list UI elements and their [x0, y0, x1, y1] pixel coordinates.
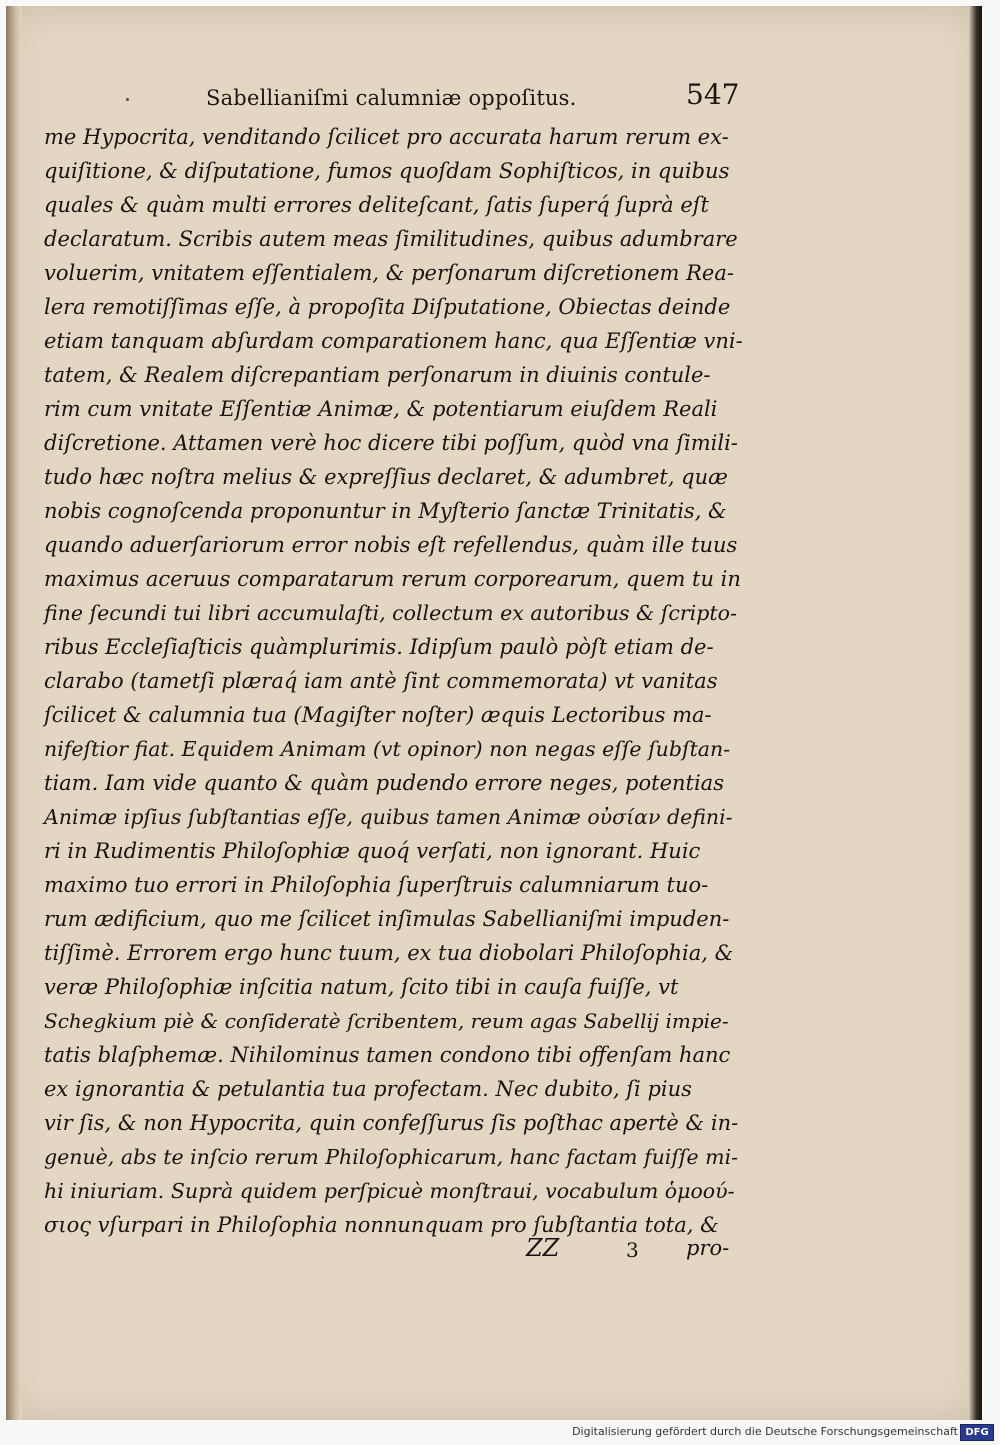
text-line: ri in Rudimentis Philoſophiæ quoq́ verſati, non ignorant. Huic: [44, 839, 701, 863]
text-line: rim cum vnitate Eſſentiæ Animæ, & potentiarum eiuſdem Reali: [44, 397, 718, 421]
text-line: clarabo (tametſi plæraq́ iam antè ſint commemorata) vt vanitas: [44, 669, 718, 693]
text-line: vir ſis, & non Hypocrita, quin confeſſurus ſis poſthac apertè & in-: [44, 1111, 739, 1135]
text-line: nobis cognoſcenda proponuntur in Myſterio ſanctæ Trinitatis, &: [44, 499, 727, 523]
page-edge-shadow: [968, 6, 982, 1420]
catchword: pro-: [686, 1236, 730, 1260]
text-line: tatem, & Realem diſcrepantiam perſonarum in diuinis contule-: [44, 363, 711, 387]
digitization-footer: [0, 1422, 1000, 1445]
text-line: fine ſecundi tui libri accumulaſti, collectum ex autoribus & ſcripto-: [44, 601, 737, 625]
text-line: hi iniuriam. Suprà quidem perſpicuè monſtraui, vocabulum ὁμοού-: [44, 1179, 735, 1203]
text-line: ribus Eccleſiaſticis quàmplurimis. Idipſum paulò pòſt etiam de-: [44, 635, 714, 659]
dfg-logo: DFG: [960, 1424, 994, 1441]
running-head: Sabellianiſmi calumniæ oppoſitus.: [206, 86, 577, 110]
book-page: [6, 6, 982, 1420]
text-line: veræ Philoſophiæ inſcitia natum, ſcito tibi in cauſa fuiſſe, vt: [44, 975, 679, 999]
text-line: rum ædificium, quo me ſcilicet inſimulas Sabellianiſmi impuden-: [44, 907, 730, 931]
text-line: quando aduerſariorum error nobis eſt refellendus, quàm ille tuus: [44, 533, 738, 557]
signature-mark: ZZ: [526, 1234, 560, 1262]
text-line: maximo tuo errori in Philoſophia ſuperſtruis calumniarum tuo-: [44, 873, 709, 897]
text-line: Schegkium piè & conſideratè ſcribentem, reum agas Sabellij impie-: [44, 1009, 729, 1033]
signature-number: 3: [626, 1238, 639, 1262]
text-line: ſcilicet & calumnia tua (Magiſter noſter) æquis Lectoribus ma-: [44, 703, 712, 727]
text-line: declaratum. Scribis autem meas ſimilitudines, quibus adumbrare: [44, 227, 738, 251]
text-line: quiſitione, & diſputatione, fumos quoſdam Sophiſticos, in quibus: [44, 159, 730, 183]
text-line: nifeſtior fiat. Equidem Animam (vt opinor) non negas eſſe ſubſtan-: [44, 737, 731, 761]
page-number: 547: [686, 78, 740, 111]
page-gutter-shadow: [6, 6, 22, 1420]
text-line: voluerim, vnitatem eſſentialem, & perſonarum diſcretionem Rea-: [44, 261, 734, 285]
text-line: quales & quàm multi errores deliteſcant, ſatis ſuperq́ ſuprà eſt: [44, 193, 709, 217]
text-line: lera remotiſſimas eſſe, à propoſita Diſputatione, Obiectas deinde: [44, 295, 731, 319]
text-line: tiam. Iam vide quanto & quàm pudendo errore neges, potentias: [44, 771, 724, 795]
text-line: tiſſimè. Errorem ergo hunc tuum, ex tua diobolari Philoſophia, &: [44, 941, 734, 965]
text-line: me Hypocrita, venditando ſcilicet pro accurata harum rerum ex-: [44, 125, 729, 149]
text-line: tatis blaſphemæ. Nihilominus tamen condono tibi offenſam hanc: [44, 1043, 731, 1067]
text-line: genuè, abs te inſcio rerum Philoſophicarum, hanc factam fuiſſe mi-: [44, 1145, 739, 1169]
signature-line: [526, 1234, 756, 1274]
text-line: Animæ ipſius ſubſtantias eſſe, quibus tamen Animæ οὐσίαν defini-: [44, 805, 733, 829]
text-line: diſcretione. Attamen verè hoc dicere tibi poſſum, quòd vna ſimili-: [44, 431, 738, 455]
footer-credit: Digitalisierung gefördert durch die Deutsche Forschungsgemeinschaft: [572, 1425, 958, 1438]
text-line: tudo hæc noſtra melius & expreſſius declaret, & adumbret, quæ: [44, 465, 728, 489]
ink-speck: [126, 98, 129, 101]
text-line: ex ignorantia & petulantia tua profectam. Nec dubito, ſi pius: [44, 1077, 692, 1101]
text-line: etiam tanquam abſurdam comparationem hanc, qua Eſſentiæ vni-: [44, 329, 743, 353]
text-line: maximus aceruus comparatarum rerum corporearum, quem tu in: [44, 567, 741, 591]
body-text: [44, 120, 744, 1242]
text-line: σιος vſurpari in Philoſophia nonnunquam pro ſubſtantia tota, &: [44, 1213, 719, 1237]
